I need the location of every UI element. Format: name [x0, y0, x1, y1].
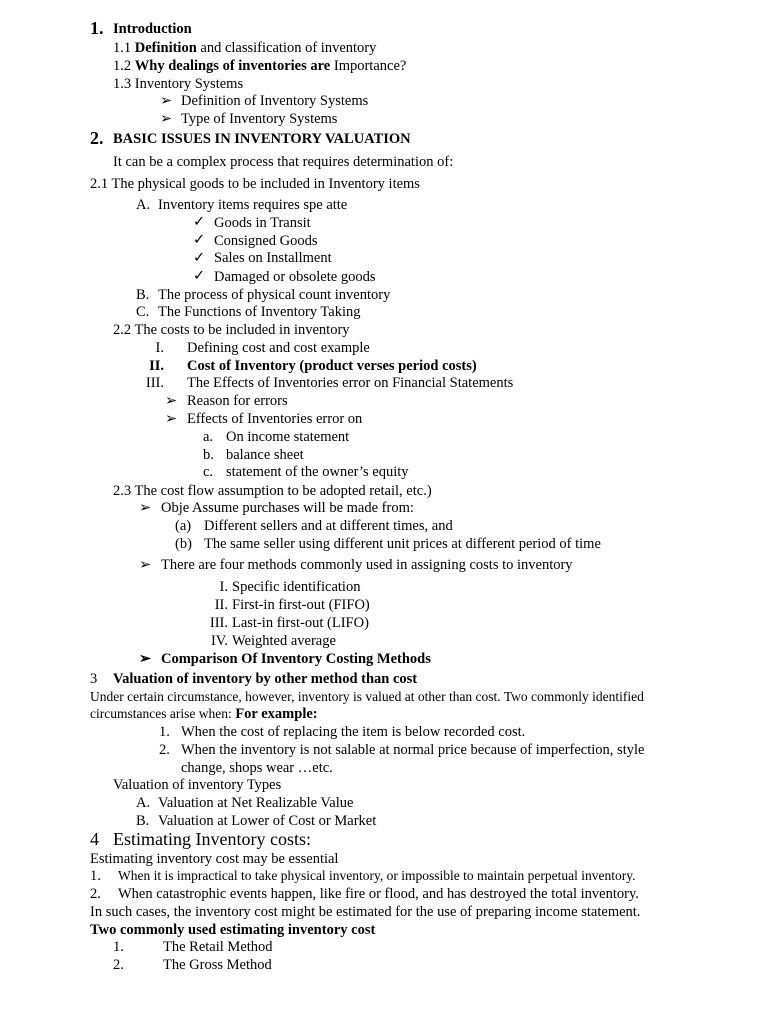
item-1-2-text: Importance? — [333, 58, 407, 74]
method-lifo: Last-in first-out (LIFO) — [232, 615, 369, 631]
method-gross: The Gross Method — [163, 957, 272, 973]
heading-2-1: 2.1 The physical goods to be included in Inventory items — [90, 176, 420, 192]
arrow-bullet-icon: ➢ — [160, 111, 173, 127]
roman-item-1: Defining cost and cost example — [187, 340, 370, 356]
check-item-damaged-goods: Damaged or obsolete goods — [214, 269, 376, 285]
sub-marker-c: c. — [203, 464, 214, 480]
estimate-marker-1: 1. — [90, 868, 101, 884]
bullet-reason-errors: Reason for errors — [187, 393, 288, 409]
item-c-text: The Functions of Inventory Taking — [158, 304, 361, 320]
section-1-title: Introduction — [113, 21, 192, 37]
check-icon: ✓ — [193, 268, 206, 284]
roman-marker-1: I. — [155, 340, 164, 356]
sub-item-balance-sheet: balance sheet — [226, 447, 304, 463]
method-specific-identification: Specific identification — [232, 579, 361, 595]
item-1-1-text: and classification of inventory — [200, 40, 377, 56]
section-4-number: 4 — [90, 829, 99, 849]
num-item-not-salable-line-1: When the inventory is not salable at normal price because of imperfection, style — [181, 742, 645, 758]
heading-2-2: 2.2 The costs to be included in inventory — [113, 322, 350, 338]
num-marker-2: 2. — [159, 742, 170, 758]
num-item-not-salable-line-2: change, shops wear …etc. — [181, 760, 333, 776]
item-1-1-number: 1.1 — [113, 40, 132, 56]
list-marker-a: A. — [136, 197, 151, 213]
roman-marker-2: II. — [149, 358, 164, 374]
estimate-marker-2: 2. — [90, 886, 101, 902]
estimate-item-impractical: When it is impractical to take physical inventory, or impossible to maintain perpetual inventory. — [118, 868, 636, 883]
section-4-title: Estimating Inventory costs: — [113, 829, 311, 849]
method-marker-3: III. — [209, 615, 228, 631]
sub-item-income-statement: On income statement — [226, 429, 350, 445]
type-marker-a: A. — [136, 795, 151, 811]
bullet-four-methods: There are four methods commonly used in assigning costs to inventory — [161, 557, 573, 573]
arrow-bullet-icon: ➢ — [165, 411, 178, 427]
item-1-2-bold: Why dealings of inventories are — [134, 58, 331, 74]
bullet-comparison: Comparison Of Inventory Costing Methods — [161, 651, 431, 667]
section-2-title: BASIC ISSUES IN INVENTORY VALUATION — [113, 131, 411, 147]
list-marker-b: B. — [136, 287, 150, 303]
method-marker-1: I. — [219, 579, 228, 595]
method-marker-gross: 2. — [113, 957, 124, 973]
arrow-bullet-icon: ➢ — [139, 557, 152, 573]
section-2-intro: It can be a complex process that requires determination of: — [113, 154, 454, 170]
for-example-label: For example: — [235, 706, 318, 722]
num-marker-1: 1. — [159, 724, 170, 740]
section-2-number: 2. — [90, 128, 104, 148]
section-4-cases: In such cases, the inventory cost might be estimated for the use of preparing income statement. — [90, 904, 641, 920]
method-weighted-average: Weighted average — [232, 633, 336, 649]
section-3-title: Valuation of inventory by other method than cost — [113, 671, 418, 687]
arrow-bullet-icon: ➢ — [139, 500, 152, 516]
check-icon: ✓ — [193, 250, 206, 266]
section-3-number: 3 — [90, 671, 98, 687]
type-lower-of-cost-or-market: Valuation at Lower of Cost or Market — [158, 813, 377, 829]
method-marker-2: II. — [214, 597, 228, 613]
arrow-bullet-icon: ➢ — [165, 393, 178, 409]
roman-item-3: The Effects of Inventories error on Financial Statements — [187, 375, 514, 391]
item-1-3: 1.3 Inventory Systems — [113, 76, 244, 92]
list-marker-c: C. — [136, 304, 150, 320]
check-icon: ✓ — [193, 232, 206, 248]
bullet-definition-systems: Definition of Inventory Systems — [181, 93, 369, 109]
check-item-goods-in-transit: Goods in Transit — [214, 215, 311, 231]
section-3-paragraph-line-1: Under certain circumstance, however, inventory is valued at other than cost. Two commonly identified — [90, 689, 644, 704]
method-fifo: First-in first-out (FIFO) — [232, 597, 370, 613]
paren-marker-b: (b) — [175, 536, 192, 552]
type-marker-b: B. — [136, 813, 150, 829]
valuation-types-heading: Valuation of inventory Types — [113, 777, 282, 793]
section-3-paragraph-text: circumstances arise when: — [90, 706, 232, 721]
paren-item-a: Different sellers and at different times, and — [204, 518, 453, 534]
sub-marker-a: a. — [203, 429, 214, 445]
check-item-consigned-goods: Consigned Goods — [214, 233, 318, 249]
item-1-1-bold: Definition — [134, 40, 197, 56]
bullet-obje-assume: Obje Assume purchases will be made from: — [161, 500, 414, 516]
paren-marker-a: (a) — [175, 518, 192, 534]
item-1-2 — [113, 57, 406, 75]
roman-item-2: Cost of Inventory (product verses period costs) — [187, 358, 477, 374]
heading-2-3: 2.3 The cost flow assumption to be adopted retail, etc.) — [113, 483, 432, 499]
sub-marker-b: b. — [203, 447, 214, 463]
section-4-two-methods-heading: Two commonly used estimating inventory cost — [90, 922, 376, 938]
section-4-intro: Estimating inventory cost may be essential — [90, 851, 339, 867]
roman-marker-3: III. — [145, 375, 164, 391]
item-1-1 — [113, 39, 376, 57]
type-net-realizable-value: Valuation at Net Realizable Value — [158, 795, 354, 811]
estimate-item-catastrophic: When catastrophic events happen, like fire or flood, and has destroyed the total inventory. — [118, 886, 639, 902]
num-item-replacing-cost: When the cost of replacing the item is below recorded cost. — [181, 724, 526, 740]
arrow-bullet-icon: ➢ — [139, 651, 152, 667]
method-retail: The Retail Method — [163, 939, 273, 955]
item-1-2-number: 1.2 — [113, 58, 132, 74]
bullet-effects-errors: Effects of Inventories error on — [187, 411, 363, 427]
section-3-paragraph-line-2 — [90, 705, 318, 723]
check-icon: ✓ — [193, 214, 206, 230]
arrow-bullet-icon: ➢ — [160, 93, 173, 109]
bullet-type-systems: Type of Inventory Systems — [181, 111, 338, 127]
item-b-text: The process of physical count inventory — [158, 287, 391, 303]
item-a-text: Inventory items requires spe atte — [158, 197, 348, 213]
check-item-sales-installment: Sales on Installment — [214, 250, 332, 266]
paren-item-b: The same seller using different unit prices at different period of time — [204, 536, 601, 552]
method-marker-4: IV. — [210, 633, 228, 649]
sub-item-owners-equity: statement of the owner’s equity — [226, 464, 409, 480]
section-1-number: 1. — [90, 18, 104, 38]
method-marker-retail: 1. — [113, 939, 124, 955]
